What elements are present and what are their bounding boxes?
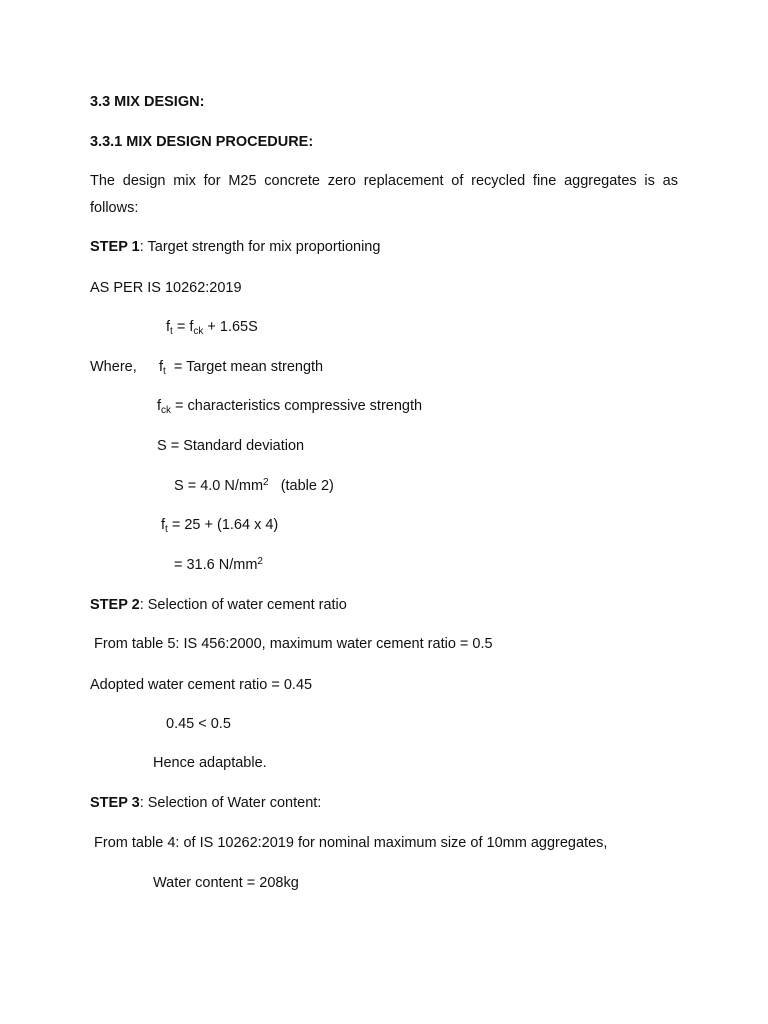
intro-paragraph-line1: The design mix for M25 concrete zero replacement of recycled fine aggregates is as bbox=[90, 173, 678, 189]
step1-text: : Target strength for mix proportioning bbox=[139, 239, 381, 255]
def-ft-f: f bbox=[159, 359, 164, 375]
def-fck-sub: ck bbox=[161, 405, 172, 416]
target-strength-formula bbox=[166, 318, 258, 336]
s-value bbox=[174, 477, 334, 495]
formula-f: f bbox=[166, 319, 171, 335]
def-ft-text: = Target mean strength bbox=[165, 359, 324, 375]
subsection-heading: 3.3.1 MIX DESIGN PROCEDURE: bbox=[90, 134, 314, 150]
step3-label: STEP 3 bbox=[90, 795, 140, 811]
formula-rest: + 1.65S bbox=[203, 319, 258, 335]
water-content: Water content = 208kg bbox=[153, 875, 299, 891]
formula-sub-ck: ck bbox=[193, 326, 204, 337]
conclusion-text: Hence adaptable. bbox=[153, 755, 267, 771]
adopted-ratio: Adopted water cement ratio = 0.45 bbox=[90, 677, 313, 693]
definition-ft bbox=[159, 358, 323, 376]
calc1-text: = 25 + (1.64 x 4) bbox=[167, 517, 279, 533]
step2-line bbox=[90, 596, 347, 614]
calc2-sup: 2 bbox=[257, 556, 263, 567]
step3-text: : Selection of Water content: bbox=[139, 795, 322, 811]
calc2-text: = 31.6 N/mm bbox=[174, 557, 258, 573]
step2-text: : Selection of water cement ratio bbox=[139, 597, 347, 613]
section-heading: 3.3 MIX DESIGN: bbox=[90, 94, 205, 110]
step1-label: STEP 1 bbox=[90, 239, 140, 255]
definition-fck bbox=[157, 397, 422, 415]
calculation-line2 bbox=[174, 556, 263, 574]
formula-sub-t: t bbox=[170, 326, 173, 337]
step3-line bbox=[90, 794, 321, 812]
where-label: Where, bbox=[90, 359, 137, 375]
calculation-line1 bbox=[161, 516, 278, 534]
definition-s: S = Standard deviation bbox=[157, 438, 305, 454]
step1-line bbox=[90, 238, 380, 256]
step2-label: STEP 2 bbox=[90, 597, 140, 613]
intro-paragraph-line2: follows: bbox=[90, 200, 139, 216]
calc1-sub: t bbox=[165, 524, 168, 535]
calc1-f: f bbox=[161, 517, 166, 533]
def-fck-text: = characteristics compressive strength bbox=[171, 398, 423, 414]
s-value-text: S = 4.0 N/mm bbox=[174, 478, 264, 494]
s-value-note: (table 2) bbox=[268, 478, 334, 494]
s-value-sup: 2 bbox=[263, 477, 269, 488]
formula-eq: = f bbox=[172, 319, 194, 335]
ratio-comparison: 0.45 < 0.5 bbox=[166, 716, 231, 732]
def-ft-sub: t bbox=[163, 366, 166, 377]
standard-reference: AS PER IS 10262:2019 bbox=[90, 280, 242, 296]
step3-table-reference: From table 4: of IS 10262:2019 for nominal maximum size of 10mm aggregates, bbox=[90, 835, 608, 851]
step2-table-reference: From table 5: IS 456:2000, maximum water cement ratio = 0.5 bbox=[90, 636, 493, 652]
def-fck-f: f bbox=[157, 398, 162, 414]
